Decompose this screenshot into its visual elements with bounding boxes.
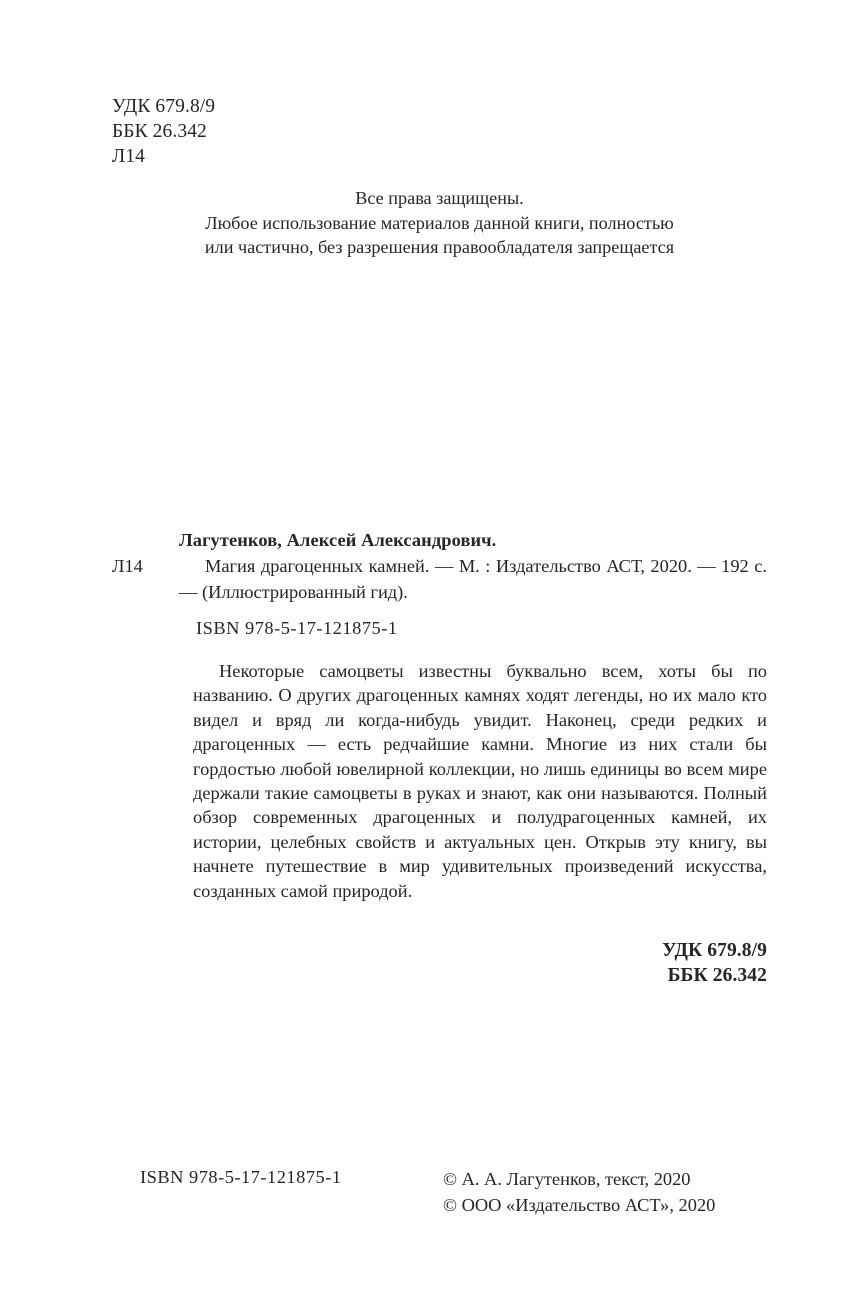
rights-notice-line-1: Все права защищены. [355,188,524,208]
classification-codes-bottom [467,938,767,988]
udk-code-bottom: УДК 679.8/9 [662,940,767,961]
copyright-publisher-line: © ООО «Издательство АСТ», 2020 [443,1194,716,1215]
shelf-mark-top: Л14 [112,146,146,167]
record-author: Лагутенков, Алексей Александрович. [179,530,497,550]
footer-isbn: ISBN 978-5-17-121875-1 [140,1167,342,1187]
bbk-code-top: ББК 26.342 [112,121,207,142]
copyright-author-line: © А. А. Лагутенков, текст, 2020 [443,1169,691,1189]
footer-copyright [443,1167,715,1218]
shelf-mark-record: Л14 [112,556,143,577]
record-description-wrapper [112,554,767,605]
annotation-paragraph: Некоторые самоцветы известны буквально всем, хоты бы по названию. О других драгоценных камнях ходят легенды, но их мало кто видел и вряд ли когда-нибудь увидит. Наконец, среди редких и драгоценных — есть редчайшие камни. Многие из них стали бы гордостью любой ювелирной коллекции, но лишь единицы во всем мире держали такие самоцветы в руках и знают, как они называются. Полный обзор современных драгоценных и полудрагоценных камней, их истории, целебных свойств и актуальных цен. Открыв эту книгу, вы начнете путешествие в мир удивительных произведений искусства, созданных самой природой. [193,661,767,901]
classification-codes-top [112,94,215,169]
rights-notice-line-2: Любое использование материалов данной книги, полностью [205,212,674,233]
isbn-record: ISBN 978-5-17-121875-1 [196,618,398,638]
rights-notice-line-3: или частично, без разрешения правообладателя запрещается [204,237,675,258]
udk-code-top: УДК 679.8/9 [112,96,216,117]
bbk-code-bottom: ББК 26.342 [667,965,767,986]
record-description: Магия драгоценных камней. — М. : Издательство АСТ, 2020. — 192 с. — (Иллюстрированный гид). [179,556,767,602]
bibliographic-record [112,528,767,605]
rights-notice [112,186,767,260]
